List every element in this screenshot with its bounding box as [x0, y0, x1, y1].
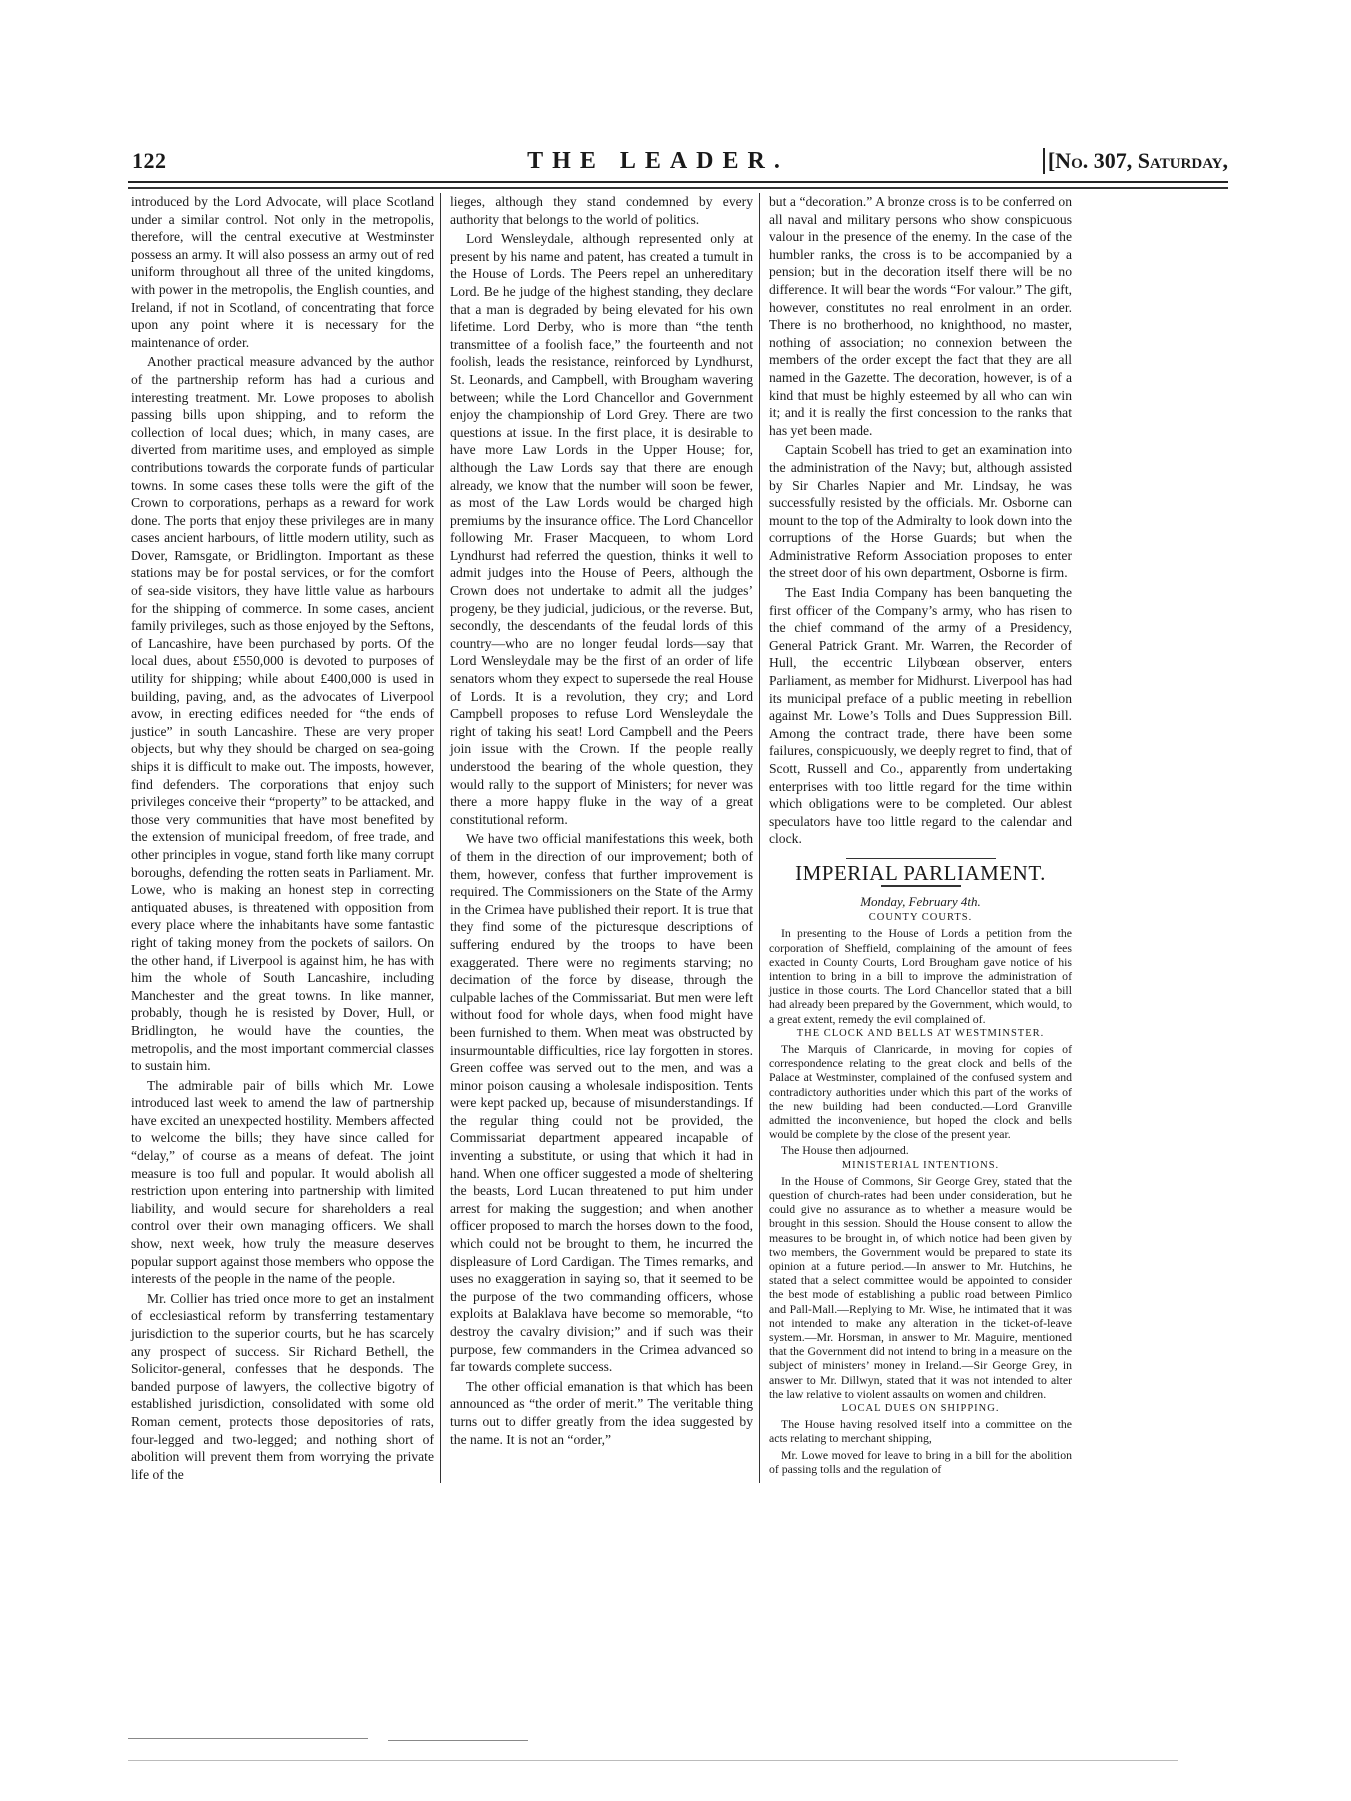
scan-noise	[128, 1738, 368, 1739]
section-date: Monday, February 4th.	[860, 893, 981, 909]
section-divider	[846, 858, 996, 859]
subheading: THE CLOCK AND BELLS AT WESTMINSTER.	[796, 1027, 1045, 1039]
article-columns	[128, 193, 1228, 1483]
column-middle	[440, 193, 756, 1483]
newspaper-page	[128, 148, 1228, 1483]
column-left	[128, 193, 437, 1483]
scan-artifacts	[128, 1730, 1228, 1770]
paragraph: The other official emanation is that which has been announced as “the order of merit.” The veritable thing turns out to differ greatly from the idea suggested by the name. It is not an “order,”	[450, 1378, 753, 1447]
paragraph: The House having resolved itself into a committee on the acts relating to merchant shipping,	[769, 1417, 1072, 1446]
issue-label: [No. 307, Saturday,	[1043, 148, 1228, 174]
paragraph: The Marquis of Clanricarde, in moving for copies of correspondence relating to the great clock and bells of the Palace at Westminster, complained of the confused system and contradictory authorities under which this part of the works of the new building had been conducted.—Lord Granville admitted the inconvenience, but hoped the clock and bells would be complete by the close of the present year.	[769, 1041, 1072, 1142]
paragraph: In presenting to the House of Lords a petition from the corporation of Sheffield, complaining of the amount of fees exacted in County Courts, Lord Brougham gave notice of his intention to bring in a bill to improve the administration of justice in those courts. The Lord Chancellor stated that a bill had already been prepared by the Government, which would, to a great extent, remedy the evil complained of.	[769, 926, 1072, 1026]
paragraph: In the House of Commons, Sir George Grey, stated that the question of church-rates had been under consideration, but he could give no assurance as to whether a measure would be brought in this session. Should the House consent to allow the measures to be brought in, of which notice had been given by two members, the Government would be prepared to state its opinion at a future period.—In answer to Mr. Hutchins, he stated that a select committee would be appointed to consider the best mode of establishing a public road between Pimlico and Pall-Mall.—Replying to Mr. Wise, he intimated that it was not intended to make any alteration in the ticket-of-leave system.—Mr. Horsman, in answer to Mr. Maguire, mentioned that the Government did not intend to bring in a measure on the subject of ministers’ money in Ireland.—Sir George Grey, in answer to Mr. Dillwyn, stated that it was not intended to alter the law relative to violent assaults on women and children.	[769, 1173, 1072, 1401]
paragraph: Another practical measure advanced by the author of the partnership reform has had a curious and interesting treatment. Mr. Lowe proposes to abolish passing bills upon shipping, and to reform the collection of local dues; which, in many cases, are diverted from maritime uses, and employed as simple contributions towards the corporate funds of particular towns. In some cases these tolls were the gift of the Crown to corporations, perhaps as a reward for work done. The ports that enjoy these privileges are in many cases ancient harbours, of little modern utility, such as Dover, Ramsgate, or Bridlington. Important as these stations may be for postal services, or for the comfort of sea-side visitors, they have little value as harbours for the shipping of commerce. In some cases, ancient family privileges, such as those enjoyed by the Seftons, of Lancashire, have been purchased by ports. Of the local dues, about £550,000 is devoted to purposes of utility for shipping; while about £400,000 is used in building, paving, and, as the advocates of Liverpool avow, in erecting edifices needed for “the ends of justice” in south Lancashire. These are very proper objects, but why they should be charged on sea-going ships it is difficult to make out. The imposts, however, find defenders. The corporations that enjoy such privileges conceive their “property” to be attacked, and those very communities that have most benefited by the extension of municipal freedom, of free trade, and other principles in vogue, stand forth like many corrupt boroughs, defending the rotten seats in Parliament. Mr. Lowe, who is making an honest step in correcting antiquated abuses, is threatened with opposition from every place where the inhabitants have some fantastic right of taking money from the pockets of sailors. On the other hand, if Liverpool is against him, he has with him the whole of South Lancashire, including Manchester and the great towns. In like manner, probably, though he is resisted by Dover, Hull, or Bridlington, he would have the counties, the metropolis, and the most important commercial classes to sustain him.	[131, 354, 434, 1074]
paragraph: Mr. Lowe moved for leave to bring in a bill for the abolition of passing tolls and the regulation of	[769, 1447, 1072, 1476]
newspaper-title: THE LEADER.	[527, 148, 789, 174]
masthead-rule	[128, 181, 1228, 189]
paragraph: The House then adjourned.	[781, 1143, 909, 1158]
paragraph: Mr. Collier has tried once more to get an instalment of ecclesiastical reform by transferring testamentary jurisdiction to the superior courts, but he has scarcely any prospect of success. Sir Richard Bethell, the Solicitor-general, confesses that he desponds. The banded purpose of lawyers, the collective bigotry of established jurisdiction, consolidated with some old Roman cement, protects those depositories of rats, four-legged and two-legged; and nothing short of abolition will prevent them from worrying the private life of the	[131, 1290, 434, 1482]
paragraph: The East India Company has been banqueting the first officer of the Company’s army, who has risen to the chief command of the army of a Presidency, General Patrick Grant. Mr. Warren, the Recorder of Hull, the eccentric Lilybœan observer, enters Parliament, as member for Midhurst. Liverpool has had its municipal preface of a public meeting in rebellion against Mr. Lowe’s Tolls and Dues Suppression Bill. Among the contract trade, there have been some failures, conspicuously, we deeply regret to find, that of Scott, Russell and Co., apparently from undertaking enterprises with too little regard for the time within which obligations were to be completed. Our ablest speculators have too little regard to the calendar and clock.	[769, 585, 1072, 847]
paragraph: We have two official manifestations this week, both of them in the direction of our improvement; both of them, however, confess that further improvement is required. The Commissioners on the State of the Army in the Crimea have published their report. It is true that they find some of the picturesque descriptions of suffering endured by the troops to have been exaggerated. There were no regiments starving; no decimation of the force by disease, through the culpable laches of the Commissariat. But men were left without food for whole days, when food might have been furnished to them. When meat was obstructed by insurmountable difficulties, rice lay forgotten in stores. Green coffee was served out to the men, and was a minor poison causing a wholesale indisposition. Tents were kept packed up, because of misunderstandings. If the regular thing could not be provided, the Commissariat department appeared incapable of inventing a substitute, or using that which it had in hand. When one officer suggested a mode of sheltering the beasts, Lord Lucan threatened to put him under arrest for making the suggestion; and when another officer proposed to march the horses down to the food, which could not be brought to them, he incurred the displeasure of Lord Cardigan. The Times remarks, and uses no exaggeration in saying so, that it seemed to be the purpose of the two commanding officers, whose exploits at Balaklava have become so memorable, “to destroy the cavalry division;” and if such was their purpose, few commanders in the Crimea advanced so far towards complete success.	[450, 831, 753, 1375]
paragraph: introduced by the Lord Advocate, will place Scotland under a similar control. Not only in the metropolis, therefore, will the central executive at Westminster possess an army. It will also possess an army out of red uniform throughout all three of the united kingdoms, with power in the metropolis, the English counties, and Ireland, if not in Scotland, of concentrating that force upon any point where it is necessary for the maintenance of order.	[131, 194, 434, 350]
masthead	[128, 148, 1228, 180]
scan-noise	[388, 1740, 528, 1741]
subheading: MINISTERIAL INTENTIONS.	[841, 1159, 1000, 1171]
column-right	[759, 193, 1075, 1483]
subheading: LOCAL DUES ON SHIPPING.	[841, 1403, 1000, 1415]
paragraph: The admirable pair of bills which Mr. Lowe introduced last week to amend the law of partnership have excited an unexpected hostility. Members affected to welcome the bills; they have since called for “delay,” of course as a means of defeat. The joint measure is too full and popular. It would abolish all restriction upon entering into partnership with limited liability, and would secure for shareholders a real control over their own managing officers. We shall show, next week, how truly the measure deserves popular support against those members who oppose the interests of the people in the name of the people.	[131, 1077, 434, 1287]
scan-noise	[128, 1760, 1178, 1761]
section-title: IMPERIAL PARLIAMENT.	[795, 860, 1046, 885]
paragraph: Lord Wensleydale, although represented only at present by his name and patent, has created a tumult in the House of Lords. The Peers repel an unhereditary Lord. Be he judge of the highest standing, they declare that a man is degraded by being elevated for his own lifetime. Lord Derby, who is more than “the tenth transmittee of a foolish face,” the fourteenth and not foolish, leads the resistance, reinforced by Lyndhurst, St. Leonards, and Campbell, with Brougham wavering between; while the Lord Chancellor and Government enjoy the championship of Lord Grey. There are two questions at issue. In the first place, it is desirable to have more Law Lords in the Upper House; for, although the Law Lords say that there are enough already, we know that the number will soon be fewer, as most of the Law Lords would be charged high premiums by the insurance office. The Lord Chancellor following Mr. Fraser Macqueen, to whom Lord Lyndhurst had referred the question, thinks it well to admit judges into the House of Peers, although the Crown does not undertake to admit all the judges’ progeny, be they judicial, judicious, or the reverse. But, secondly, the descendants of the feudal lords of this country—who are no longer feudal lords—say that Lord Wensleydale may be the first of an order of life senators whom they expect to supersede the real House of Lords. It is a revolution, they cry; and Lord Campbell proposes to refuse Lord Wensleydale the right of taking his seat! Lord Campbell and the Peers join issue with the Crown. If the people really understood the bearing of the whole question, they would rally to the support of Ministers; for never was there a more happy fluke in the way of a great constitutional reform.	[450, 231, 753, 827]
parliament-report	[769, 911, 1072, 1476]
paragraph: lieges, although they stand condemned by every authority that belongs to the world of politics.	[450, 194, 753, 227]
paragraph: Captain Scobell has tried to get an examination into the administration of the Navy; but, although assisted by Sir Charles Napier and Mr. Lindsay, he was successfully resisted by the officials. Mr. Osborne can mount to the top of the Admiralty to look down into the corruptions of the Horse Guards; but when the Administrative Reform Association proposes to enter the street door of his own department, Osborne is firm.	[769, 442, 1072, 581]
page-number: 122	[132, 148, 167, 173]
paragraph: but a “decoration.” A bronze cross is to be conferred on all naval and military persons who show conspicuous valour in the presence of the enemy. In the case of the humbler ranks, the cross is to be accompanied by a pension; but in the decoration itself there will be no difference. It will bear the words “For valour.” The gift, however, constitutes no real enrolment in an order. There is no brotherhood, no knighthood, no master, nothing of association; no connexion between the members of the order except the fact that they are all named in the Gazette. The decoration, however, is of a kind that must be highly esteemed by all who can win it; and it is really the first concession to the ranks that has yet been made.	[769, 194, 1072, 438]
subheading: COUNTY COURTS.	[868, 912, 973, 924]
